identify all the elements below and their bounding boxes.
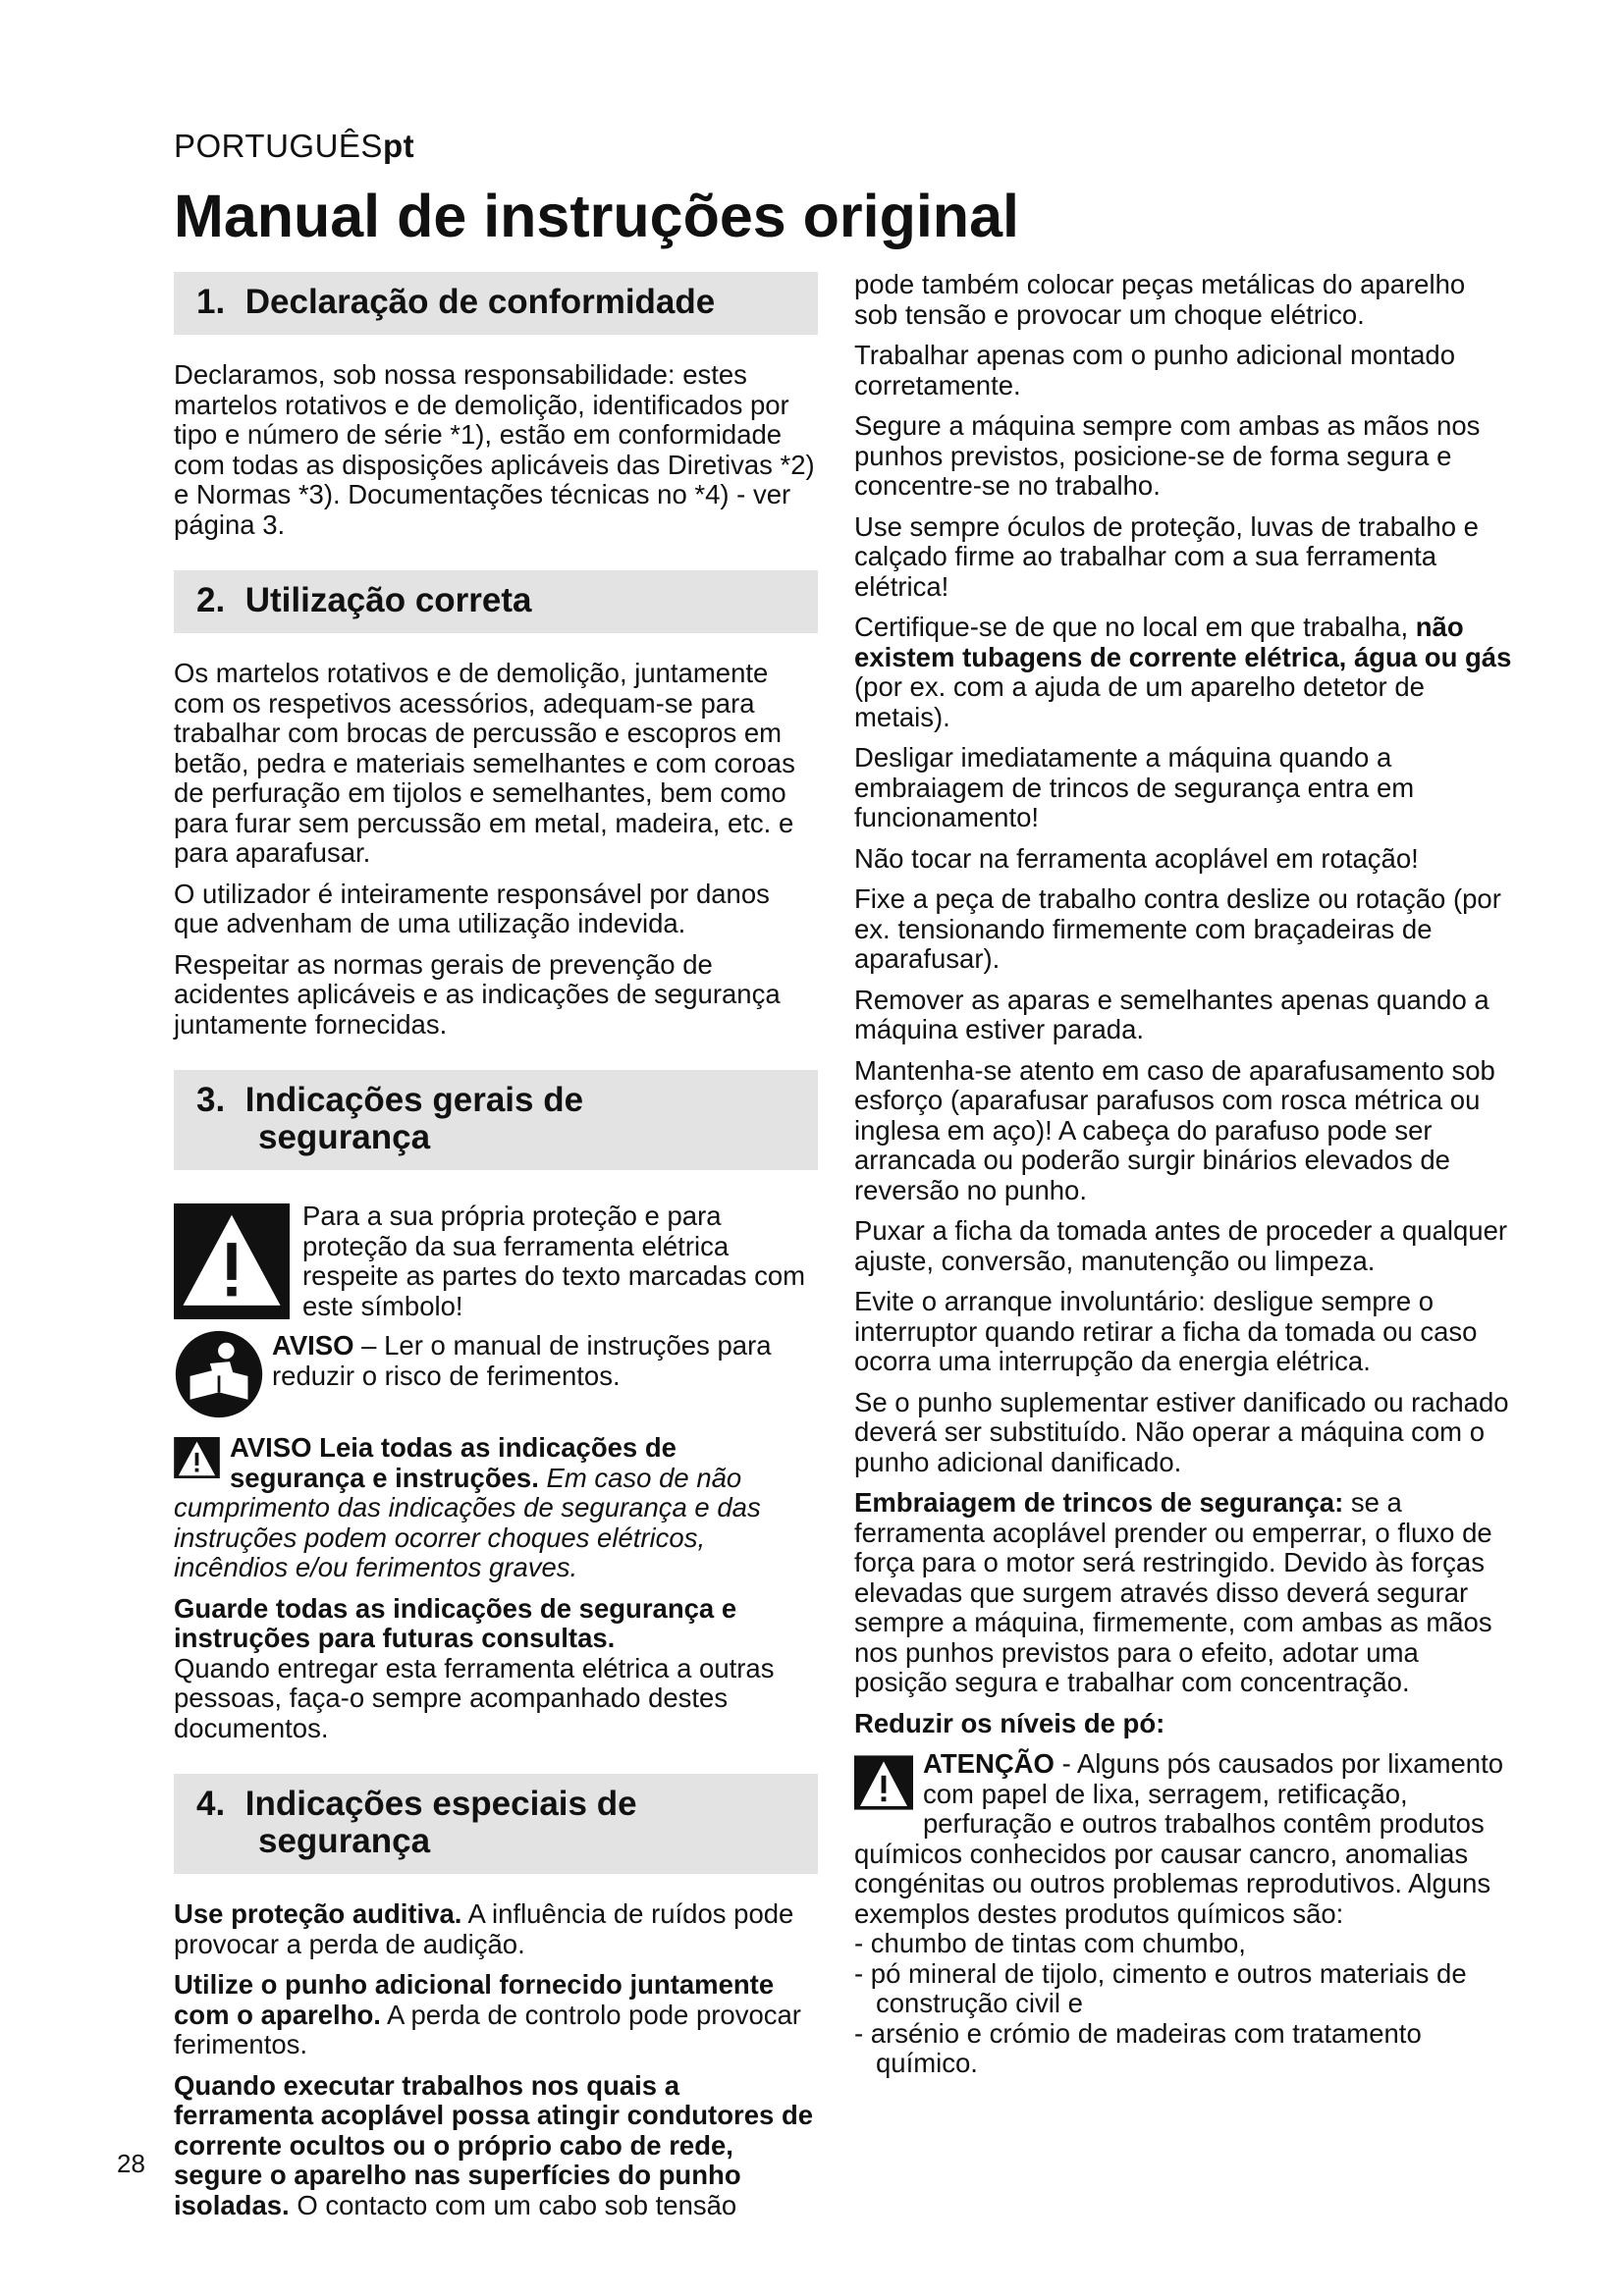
read-manual-block — [174, 1331, 818, 1419]
right-p1: pode também colocar peças metálicas do aparelho sob tensão e provocar um choque elétrico. — [854, 269, 1466, 330]
read-manual-icon — [174, 1329, 264, 1419]
right-p2: Trabalhar apenas com o punho adicional montado corretamente. — [854, 340, 1456, 400]
section-1-heading: 1. Declaração de conformidade — [174, 272, 818, 335]
warning-triangle-icon — [174, 1437, 220, 1478]
warning-triangle-icon — [174, 1203, 290, 1319]
right-p9: Remover as aparas e semelhantes apenas quando a máquina estiver parada. — [854, 984, 1489, 1044]
section-4-p1: Use proteção auditiva. A influência de ruídos pode provocar a perda de audição. — [174, 1898, 794, 1959]
right-p6: Desligar imediatamente a máquina quando a embraiagem de trincos de segurança entra em funcionamento! — [854, 742, 1415, 832]
section-2-p3: Respeitar as normas gerais de prevenção de acidentes aplicáveis e as indicações de segurança juntamente fornecidas. — [174, 948, 781, 1040]
right-p14: Embraiagem de trincos de segurança: se a ferramenta acoplável prender ou emperrar, o fluxo de força para o motor será restringido. Devido às forças elevadas que surgem através disso deverá segurar sempre a máquina, firmemente, com ambas as mãos nos punhos previstos para o efeito, adotar uma posição segura e trabalhar com concentração. — [854, 1487, 1492, 1697]
right-column — [854, 270, 1512, 2079]
attention-warning: ATENÇÃO - Alguns pós causados por lixamento com papel de lixa, serragem, retificação, perfuração e outros trabalhos contêm produtos químicos conhecidos por causar cancro, anomalias congénitas ou outros problemas reprodutivos. Alguns exemplos destes produtos químicos são: — [854, 1748, 1504, 1929]
aviso-general-warning: AVISO Leia todas as indicações de segurança e instruções. Em caso de não cumprimento das indicações de segurança e das instruções podem ocorrer choques elétricos, incêndios e/ou ferimentos graves. — [174, 1432, 761, 1582]
right-p4: Use sempre óculos de proteção, luvas de trabalho e calçado firme ao trabalhar com a sua ferramenta elétrica! — [854, 510, 1479, 602]
left-column — [174, 272, 818, 2231]
section-4-p2: Utilize o punho adicional fornecido juntamente com o aparelho. A perda de controlo pode provocar ferimentos. — [174, 1969, 801, 2059]
read-manual-text: AVISO – Ler o manual de instruções para reduzir o risco de ferimentos. — [272, 1330, 772, 1391]
section-1-text: Declaramos, sob nossa responsabilidade: estes martelos rotativos e de demolição, identificados por tipo e número de série *1), estão em conformidade com todas as disposições aplicáveis das Diretivas *2) e Normas *3). Documentações técnicas no *4) - ver página 3. — [174, 359, 815, 540]
section-2-p2: O utilizador é inteiramente responsável por danos que advenham de uma utilização indevida. — [174, 878, 770, 938]
section-3-heading: 3. Indicações gerais de segurança — [174, 1070, 818, 1170]
dust-heading: Reduzir os níveis de pó: — [854, 1707, 1165, 1738]
section-2-p1: Os martelos rotativos e de demolição, juntamente com os respetivos acessórios, adequam-se para trabalhar com brocas de percussão e escopros em betão, pedra e materiais semelhantes e com coroas de perfuração em tijolos e semelhantes, bem como para furar sem percussão em metal, madeira, etc. e para aparafusar. — [174, 658, 795, 868]
right-p10: Mantenha-se atento em caso de aparafusamento sob esforço (aparafusar parafusos com rosca métrica ou inglesa em aço)! A cabeça do parafuso pode ser arrancada ou poderão surgir binários elevados de reversão no punho. — [854, 1054, 1495, 1205]
list-item: - pó mineral de tijolo, cimento e outros materiais de construção civil e — [854, 1957, 1467, 2018]
section-4-heading: 4. Indicações especiais de segurança — [174, 1774, 818, 1874]
warning-symbol-block — [174, 1196, 818, 1321]
right-p7: Não tocar na ferramenta acoplável em rotação! — [854, 842, 1419, 874]
language-label: PORTUGUÊSpt — [174, 128, 415, 164]
right-p13: Se o punho suplementar estiver danificado ou rachado deverá ser substituído. Não operar a máquina com o punho adicional danificado. — [854, 1386, 1509, 1477]
keep-instructions: Guarde todas as indicações de segurança e instruções para futuras consultas. Quando entregar esta ferramenta elétrica a outras pessoas, faça-o sempre acompanhado destes documentos. — [174, 1592, 775, 1743]
warning-triangle-icon — [854, 1755, 913, 1810]
page-number: 28 — [117, 2149, 145, 2178]
warning-symbol-text: Para a sua própria proteção e para proteção da sua ferramenta elétrica respeite as partes do texto marcadas com este símbolo! — [302, 1201, 806, 1321]
page-title: Manual de instruções original — [174, 183, 1019, 249]
right-p8: Fixe a peça de trabalho contra deslize ou rotação (por ex. tensionando firmemente com braçadeiras de aparafusar). — [854, 883, 1501, 974]
right-p5: Certifique-se de que no local em que trabalha, não existem tubagens de corrente elétrica, água ou gás (por ex. com a ajuda de um aparelho detetor de metais). — [854, 612, 1512, 732]
list-item: - arsénio e crómio de madeiras com tratamento químico. — [854, 2017, 1422, 2078]
section-2-heading: 2. Utilização correta — [174, 570, 818, 633]
right-p11: Puxar a ficha da tomada antes de proceder a qualquer ajuste, conversão, manutenção ou limpeza. — [854, 1215, 1508, 1276]
section-4-p3: Quando executar trabalhos nos quais a ferramenta acoplável possa atingir condutores de corrente ocultos ou o próprio cabo de rede, segure o aparelho nas superfícies do punho isoladas. O contacto com um cabo sob tensão — [174, 2069, 814, 2220]
right-p3: Segure a máquina sempre com ambas as mãos nos punhos previstos, posicione-se de forma segura e concentre-se no trabalho. — [854, 410, 1481, 501]
right-p12: Evite o arranque involuntário: desligue sempre o interruptor quando retirar a ficha da tomada ou caso ocorra uma interrupção da energia elétrica. — [854, 1286, 1478, 1376]
list-item: - chumbo de tintas com chumbo, — [854, 1928, 1246, 1958]
